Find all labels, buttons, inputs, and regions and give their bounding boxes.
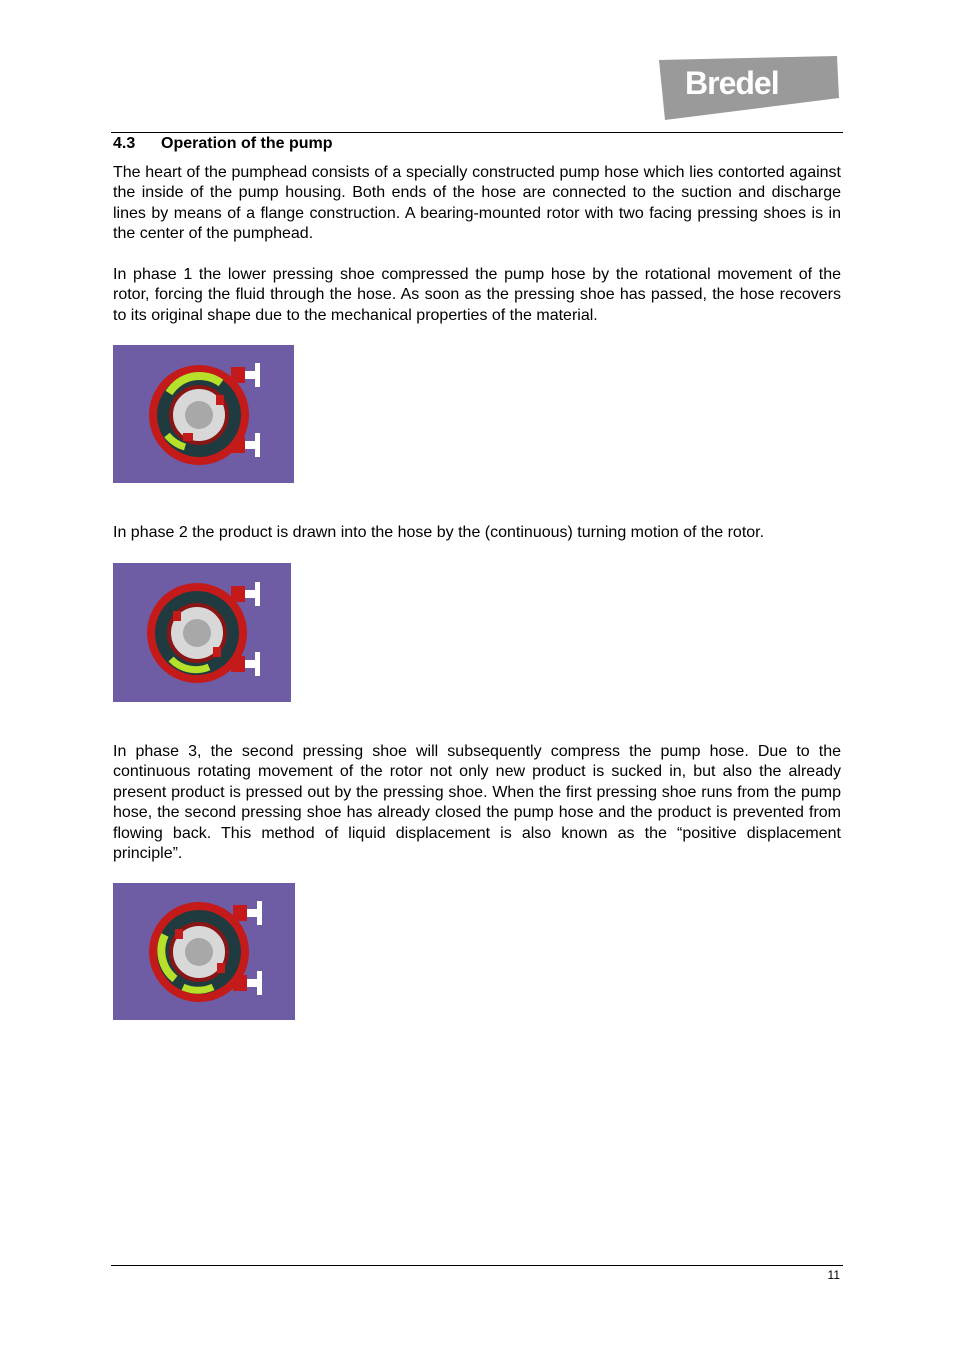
footer-rule [111, 1265, 843, 1266]
phase2-figure [113, 563, 291, 702]
bredel-logo [655, 56, 841, 120]
section-heading [113, 135, 333, 153]
page-number: 11 [827, 1268, 840, 1282]
phase3-figure [113, 883, 295, 1020]
pump-diagram-phase3 [113, 883, 295, 1020]
pump-diagram-phase1 [113, 345, 294, 483]
section-title: Operation of the pump [161, 135, 333, 152]
phase3-paragraph: In phase 3, the second pressing shoe will subsequently compress the pump hose. Due to the continuous rotating movement of the rotor not only new product is sucked in, but also the already present product is pressed out by the pressing shoe. When the first pressing shoe runs from the pump hose, the second pressing shoe has already closed the pump hose and the product is prevented from flowing back. This method of liquid displacement is also known as the “positive displacement principle”. [113, 743, 841, 863]
phase1-paragraph: In phase 1 the lower pressing shoe compressed the pump hose by the rotational movement of the rotor, forcing the fluid through the hose. As soon as the pressing shoe has passed, the hose recovers to its original shape due to the mechanical properties of the material. [113, 266, 841, 324]
phase2-paragraph: In phase 2 the product is drawn into the hose by the (continuous) turning motion of the rotor. [113, 524, 765, 541]
section-number: 4.3 [113, 135, 136, 152]
header-rule [111, 132, 843, 133]
phase1-figure [113, 345, 294, 483]
intro-paragraph: The heart of the pumphead consists of a specially constructed pump hose which lies contorted against the inside of the pump housing. Both ends of the hose are connected to the suction and discharge lines by means of a flange construction. A bearing-mounted rotor with two facing pressing shoes is in the center of the pumphead. [113, 164, 841, 243]
logo-text: Bredel [685, 65, 779, 101]
pump-diagram-phase2 [113, 563, 291, 702]
